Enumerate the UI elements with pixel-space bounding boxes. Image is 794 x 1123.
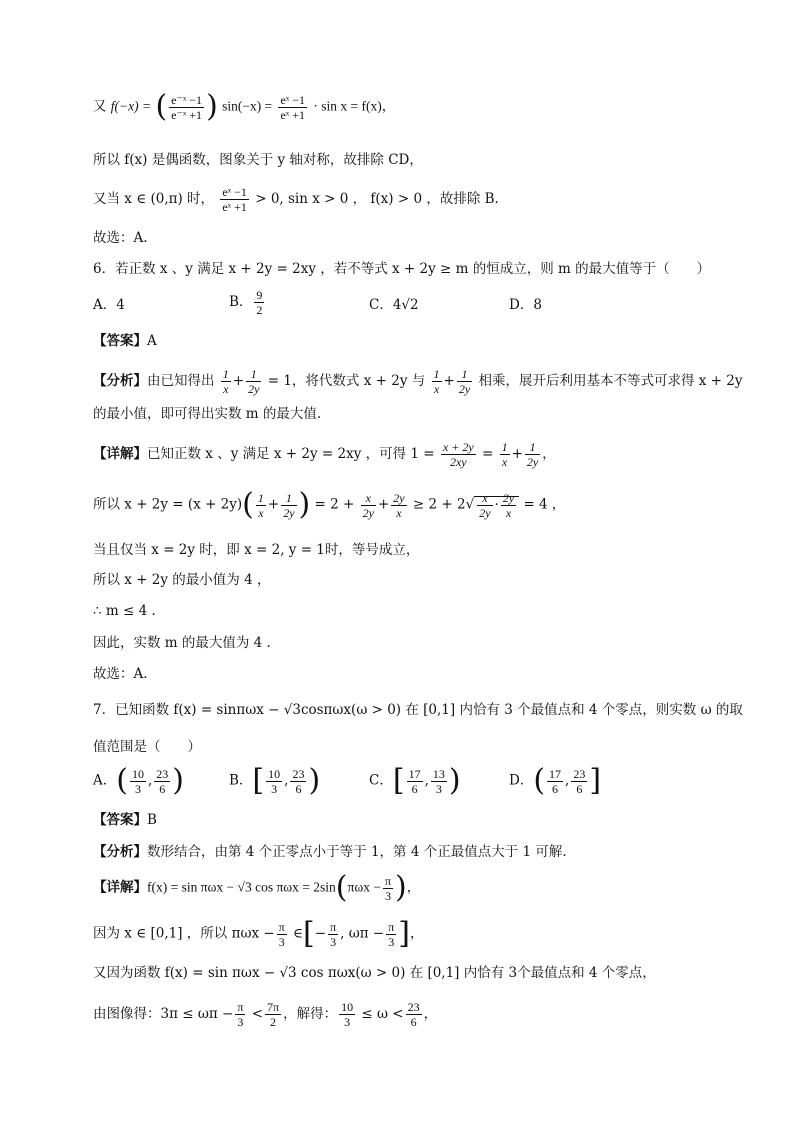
q7-option-d: D．( $\frac{17}{6}$ , $\frac{23}{6}$ ] <box>509 763 602 798</box>
text: > 0, sin x > 0 ， f(x) > 0 ，故排除 B. <box>255 191 499 207</box>
fraction: $\frac{1}{2y}$ <box>283 490 295 520</box>
line-when-x <box>93 185 499 214</box>
detail-tag: 【详解】 <box>93 446 147 462</box>
q6-option-a: A．4 <box>93 297 125 313</box>
q7-option-c: C．[ $\frac{17}{6}$ , $\frac{13}{3}$ ) <box>369 763 461 798</box>
analysis-6-line2: 的最小值，即可得出实数 m 的最大值. <box>93 406 322 422</box>
question-6: 6．若正数 x 、y 满足 x + 2y = 2xy ，若不等式 x + 2y ≥ m 的恒成立，则 m 的最大值等于（ ） <box>93 261 711 277</box>
math: f(−x) = <box>110 98 152 114</box>
text: 又 <box>93 98 107 115</box>
answer-tag: 【答案】 <box>93 333 147 349</box>
fraction: $\frac{23}{6}$ <box>407 1000 420 1029</box>
detail-7: 【详解】f(x) = sin πωx − √3 cos πωx = 2sin(πωx − $\frac{\pi}{3}$ )， <box>93 870 421 905</box>
answer-7: 【答案】B <box>93 812 157 828</box>
fraction: $\frac{1}{2y}$ <box>526 440 539 469</box>
fraction: $\frac{x}{2y}$ <box>362 490 374 520</box>
question-7: 7．已知函数 f(x) = sinπωx − √3cosπωx(ω > 0) 在 [0,1] 内恰有 3 个最值点和 4 个零点，则实数 ω 的取 <box>93 702 743 718</box>
detail-6-line7: 故选：A. <box>93 666 148 682</box>
fraction: $\frac{10}{3}$ <box>341 1000 354 1029</box>
detail-6: 【详解】已知正数 x 、y 满足 x + 2y = 2xy ，可得 1 = $\frac{x + 2y}{2xy}$ = $\frac{1}{x}$ + $\frac{1}{2y}$ ， <box>93 440 556 469</box>
answer-6: 【答案】A <box>93 333 157 349</box>
answer-tag: 【答案】 <box>93 812 147 828</box>
analysis-tag: 【分析】 <box>93 373 147 389</box>
detail-6-line4: 所以 x + 2y 的最小值为 4 ， <box>93 572 271 588</box>
fraction: $\frac{1}{2y}$ <box>248 367 260 396</box>
analysis-6: 【分析】由已知得出 $\frac{1}{x}$ + $\frac{1}{2y}$ = 1，将代数式 x + 2y 与 $\frac{1}{x}$ + $\frac{1}{2y}$ 相乘，展开后利用基本不等式可求得 x + 2y <box>93 367 743 396</box>
q7-option-a: A．( $\frac{10}{3}$ , $\frac{23}{6}$ ) <box>93 763 184 798</box>
detail-6-line5: ∴ m ≤ 4 . <box>93 603 156 619</box>
fraction: $\frac{1}{x}$ <box>257 490 264 520</box>
fraction: $\frac{\text{eˣ −1}}{\text{eˣ +1}}$ <box>280 92 306 122</box>
fraction: $\frac{\text{eˣ −1}}{\text{eˣ +1}}$ <box>222 185 247 214</box>
analysis-tag: 【分析】 <box>93 844 147 860</box>
fraction: $\frac{\text{e⁻ˣ −1}}{\text{e⁻ˣ +1}}$ <box>171 92 203 122</box>
fraction: $\frac{x + 2y}{2xy}$ <box>442 440 474 469</box>
fraction: $\frac{1}{x}$ <box>433 367 440 396</box>
line-choose-a: 故选：A. <box>93 230 148 246</box>
math: sin(−x) = <box>222 98 273 114</box>
fraction: $\frac{\pi}{3}$ <box>237 1000 244 1029</box>
fraction: $\frac{9}{2}$ <box>256 288 263 317</box>
fraction: $\frac{\pi}{3}$ <box>330 919 337 949</box>
detail-6-line3: 当且仅当 x = 2y 时，即 x = 2, y = 1时，等号成立， <box>93 542 420 558</box>
q6-option-d: D．8 <box>509 297 542 313</box>
fraction: $\frac{2y}{x}$ <box>393 490 405 520</box>
text: 又当 x ∈ (0,π) 时， <box>93 191 215 207</box>
detail-tag: 【详解】 <box>93 879 147 896</box>
q6-option-c: C．4√2 <box>369 297 419 313</box>
fraction: $\frac{1}{x}$ <box>501 440 508 469</box>
q6-option-b: B． $\frac{9}{2}$ <box>229 288 263 317</box>
fraction: $\frac{1}{x}$ <box>222 367 229 396</box>
math: · sin x = f(x)， <box>313 98 396 114</box>
fraction: $\frac{\pi}{3}$ <box>278 919 285 949</box>
fraction: $\frac{1}{2y}$ <box>458 367 471 396</box>
paren: ( <box>155 89 168 124</box>
fraction: $\frac{x}{2y}$ <box>479 490 491 520</box>
question-7-line2: 值范围是（ ） <box>93 739 201 755</box>
detail-7-line4: 由图像得：3π ≤ ωπ − $\frac{\pi}{3}$ < $\frac{7\pi}{2}$ ，解得： $\frac{10}{3}$ ≤ ω < $\frac{23}{6}$ ， <box>93 1000 438 1029</box>
paren: ) <box>206 89 218 124</box>
fraction: $\frac{\pi}{3}$ <box>384 873 392 903</box>
detail-7-line3: 又因为函数 f(x) = sin πωx − √3 cos πωx(ω > 0) 在 [0,1] 内恰有 3个最值点和 4 个零点， <box>93 965 656 981</box>
detail-7-line2: 因为 x ∈ [0,1] ，所以 πωx − $\frac{\pi}{3}$ ∈[− $\frac{\pi}{3}$ , ωπ − $\frac{\pi}{3}$ ]， <box>93 916 424 951</box>
analysis-7: 【分析】数形结合，由第 4 个正零点小于等于 1，第 4 个正最值点大于 1 可解. <box>93 844 567 860</box>
fraction: $\frac{\pi}{3}$ <box>388 919 395 949</box>
detail-6-line2: 所以 x + 2y = (x + 2y)( $\frac{1}{x}$ + $\frac{1}{2y}$ ) = 2 + $\frac{x}{2y}$ + $\frac{2y}{x}$ ≥ 2 + 2√ $\frac{x}{2y}$ · $\frac{2y}{x}$ = 4 ， <box>93 487 566 522</box>
line-even-function: 所以 f(x) 是偶函数，图象关于 y 轴对称，故排除 CD， <box>93 152 423 168</box>
fraction: $\frac{2y}{x}$ <box>502 490 515 520</box>
q7-option-b: B．[ $\frac{10}{3}$ , $\frac{23}{6}$ ) <box>229 763 321 798</box>
fraction: $\frac{7\pi}{2}$ <box>267 1000 280 1029</box>
detail-6-line6: 因此，实数 m 的最大值为 4 . <box>93 635 271 651</box>
line-f-neg-x <box>93 89 396 124</box>
